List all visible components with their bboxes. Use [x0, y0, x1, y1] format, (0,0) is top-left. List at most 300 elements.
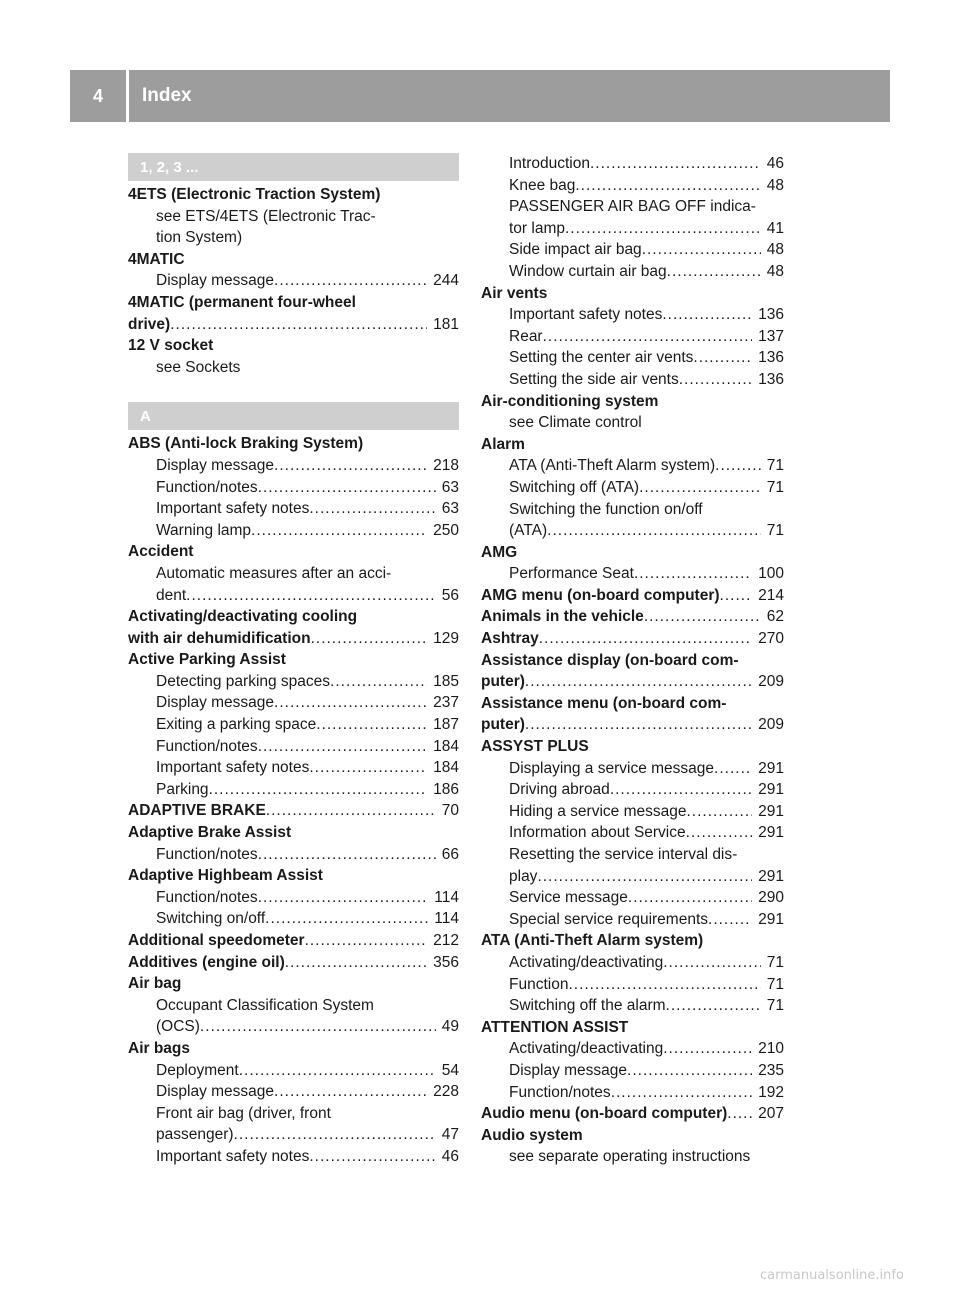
entry-text: Display message	[509, 1061, 628, 1079]
leader-dots	[258, 736, 427, 758]
leader-dots	[186, 585, 436, 607]
entry-text: play	[509, 867, 538, 885]
entry-text: ATTENTION ASSIST	[481, 1018, 629, 1036]
entry-text: see ETS/4ETS (Electronic Trac-	[156, 207, 376, 225]
page-reference: 356	[433, 953, 459, 971]
index-subentry	[481, 974, 784, 996]
leader-dots	[285, 952, 427, 974]
index-subentry	[128, 1060, 459, 1082]
index-subentry	[481, 261, 784, 283]
leader-dots	[209, 779, 428, 801]
page-reference: 48	[766, 176, 784, 194]
index-subentry	[128, 357, 459, 379]
index-subentry	[481, 153, 784, 175]
index-subentry	[128, 908, 459, 930]
leader-dots	[525, 671, 752, 693]
leader-dots	[234, 1124, 436, 1146]
page-reference: 270	[758, 630, 784, 648]
entry-text: Important safety notes	[156, 1147, 310, 1165]
index-entry	[481, 391, 784, 413]
entry-text: Display message	[156, 272, 275, 290]
index-subentry	[481, 239, 784, 261]
entry-text: tion System)	[156, 229, 243, 247]
index-subentry	[481, 1146, 784, 1168]
leader-dots	[575, 175, 760, 197]
index-subentry	[128, 887, 459, 909]
entry-text: Additional speedometer	[128, 932, 305, 949]
index-subentry	[128, 1124, 459, 1146]
leader-dots	[663, 952, 761, 974]
entry-text: Adaptive Brake Assist	[128, 824, 292, 842]
page-reference: 228	[433, 1083, 459, 1101]
index-entry	[128, 952, 459, 974]
entry-text: Air bags	[128, 1039, 191, 1057]
entry-text: Audio menu (on-board computer)	[481, 1105, 728, 1123]
index-entry	[481, 736, 784, 758]
page-reference: 207	[758, 1105, 784, 1123]
entry-text: Warning lamp	[156, 521, 252, 539]
section-header: 1, 2, 3 ...	[128, 153, 459, 181]
entry-text: Ashtray	[481, 630, 539, 648]
index-subentry	[481, 520, 784, 542]
index-subentry	[481, 844, 784, 866]
page-reference: 136	[758, 370, 784, 388]
leader-dots	[720, 585, 753, 607]
leader-dots	[611, 1082, 752, 1104]
page-reference: 137	[758, 327, 784, 345]
index-entry	[128, 649, 459, 671]
entry-text: Switching off the alarm	[509, 997, 666, 1015]
index-subentry	[481, 779, 784, 801]
leader-dots	[239, 1060, 436, 1082]
leader-dots	[714, 758, 752, 780]
index-subentry	[128, 1016, 459, 1038]
leader-dots	[274, 1081, 427, 1103]
entry-text: Assistance menu (on-board com-	[481, 694, 727, 712]
entry-text: ABS (Anti-lock Braking System)	[128, 435, 364, 453]
index-subentry	[481, 369, 784, 391]
leader-dots	[667, 261, 761, 283]
page-title: Index	[142, 85, 192, 106]
entry-text: Air-conditioning system	[481, 392, 659, 410]
page-reference: 66	[441, 845, 459, 863]
index-subentry	[481, 1082, 784, 1104]
entry-text: ADAPTIVE BRAKE	[128, 802, 266, 820]
index-entry	[128, 433, 459, 455]
index-subentry	[128, 520, 459, 542]
leader-dots	[274, 270, 427, 292]
entry-text: Switching on/off	[156, 910, 266, 928]
index-entry	[481, 1125, 784, 1147]
entry-text: Additives (engine oil)	[128, 953, 285, 971]
entry-text: Active Parking Assist	[128, 651, 286, 669]
entry-text: Performance Seat	[509, 565, 634, 583]
index-subentry	[481, 1060, 784, 1082]
entry-text: puter)	[481, 716, 525, 734]
index-entry	[128, 930, 459, 952]
entry-text: Window curtain air bag	[509, 262, 667, 280]
entry-text: 4MATIC (permanent four-wheel	[128, 293, 356, 311]
page-reference: 136	[758, 349, 784, 367]
index-subentry	[128, 563, 459, 585]
entry-text: Important safety notes	[509, 306, 663, 324]
leader-dots	[666, 995, 761, 1017]
index-entry	[481, 930, 784, 952]
leader-dots	[628, 887, 752, 909]
page-reference: 100	[758, 565, 784, 583]
page-reference: 63	[441, 500, 459, 518]
leader-dots	[610, 779, 752, 801]
entry-text: ATA (Anti-Theft Alarm system)	[481, 932, 704, 950]
entry-text: Activating/deactivating	[509, 1040, 664, 1058]
leader-dots	[686, 801, 752, 823]
index-subentry	[481, 499, 784, 521]
page-reference: 54	[441, 1061, 459, 1079]
leader-dots	[568, 974, 760, 996]
page-reference: 218	[433, 456, 459, 474]
page-number: 4	[92, 85, 103, 106]
index-subentry	[128, 1103, 459, 1125]
page-reference: 214	[758, 586, 784, 604]
index-entry	[481, 1017, 784, 1039]
index-subentry	[128, 714, 459, 736]
entry-text: Adaptive Highbeam Assist	[128, 867, 323, 885]
leader-dots	[634, 563, 752, 585]
page-reference: 187	[433, 716, 459, 734]
page-reference: 46	[766, 155, 784, 172]
index-column-left	[128, 153, 459, 1168]
index-subentry	[481, 995, 784, 1017]
index-subentry	[481, 866, 784, 888]
entry-text: Activating/deactivating	[509, 953, 664, 971]
page-reference: 71	[766, 457, 784, 475]
index-entry	[481, 283, 784, 305]
index-subentry	[128, 227, 459, 249]
page-reference: 71	[766, 522, 784, 540]
index-entry	[128, 335, 459, 357]
page-reference: 48	[766, 262, 784, 280]
leader-dots	[662, 304, 752, 326]
page-reference: 291	[758, 867, 784, 885]
entry-text: Hiding a service message	[509, 802, 687, 820]
index-subentry	[128, 585, 459, 607]
page-reference: 192	[758, 1083, 784, 1101]
entry-text: ATA (Anti-Theft Alarm system)	[509, 457, 716, 475]
leader-dots	[265, 908, 428, 930]
entry-text: Display message	[156, 1083, 275, 1101]
index-entry	[481, 1103, 784, 1125]
entry-text: Activating/deactivating cooling	[128, 608, 358, 626]
page-reference: 71	[766, 975, 784, 993]
leader-dots	[642, 239, 761, 261]
leader-dots	[715, 455, 761, 477]
index-entry	[128, 628, 459, 650]
entry-text: Important safety notes	[156, 500, 310, 518]
index-entry	[128, 800, 459, 822]
entry-text: 12 V socket	[128, 337, 214, 355]
entry-text: Important safety notes	[156, 759, 310, 777]
page-reference: 184	[433, 737, 459, 755]
leader-dots	[693, 347, 752, 369]
index-entry	[128, 249, 459, 271]
index-subentry	[128, 757, 459, 779]
index-subentry	[481, 326, 784, 348]
leader-dots	[639, 477, 761, 499]
index-subentry	[481, 347, 784, 369]
entry-text: see Climate control	[509, 414, 642, 432]
index-entry	[128, 865, 459, 887]
index-entry	[481, 671, 784, 693]
index-entry	[128, 822, 459, 844]
page-reference: 49	[441, 1018, 459, 1036]
index-subentry	[128, 270, 459, 292]
index-entry	[481, 693, 784, 715]
entry-text: Deployment	[156, 1061, 239, 1079]
index-entry	[128, 1038, 459, 1060]
page-reference: 62	[766, 608, 784, 626]
leader-dots	[170, 314, 427, 336]
leader-dots	[727, 1103, 752, 1125]
index-subentry	[481, 563, 784, 585]
index-subentry	[128, 736, 459, 758]
entry-text: Driving abroad	[509, 781, 610, 799]
entry-text: passenger)	[156, 1126, 234, 1144]
entry-text: Function/notes	[509, 1083, 611, 1101]
page-reference: 244	[433, 272, 459, 290]
index-subentry	[128, 455, 459, 477]
leader-dots	[311, 628, 428, 650]
entry-text: with air dehumidification	[128, 629, 311, 647]
index-entry	[128, 606, 459, 628]
page-reference: 290	[758, 889, 784, 907]
index-subentry	[481, 952, 784, 974]
leader-dots	[547, 520, 761, 542]
index-subentry	[128, 844, 459, 866]
index-subentry	[481, 455, 784, 477]
entry-text: (OCS)	[156, 1018, 200, 1036]
index-subentry	[481, 909, 784, 931]
page-reference: 291	[758, 802, 784, 820]
entry-text: Setting the side air vents	[509, 370, 679, 388]
page-reference: 235	[758, 1061, 784, 1079]
page-reference: 186	[433, 780, 459, 798]
leader-dots	[309, 757, 427, 779]
entry-text: Setting the center air vents	[509, 349, 694, 367]
page-reference: 291	[758, 759, 784, 777]
index-entry	[128, 314, 459, 336]
entry-text: dent	[156, 586, 187, 604]
index-entry	[481, 650, 784, 672]
leader-dots	[266, 800, 436, 822]
entry-text: Air vents	[481, 284, 548, 302]
index-subentry	[128, 206, 459, 228]
leader-dots	[258, 477, 436, 499]
index-subentry	[481, 822, 784, 844]
index-subentry	[481, 1038, 784, 1060]
entry-text: Special service requirements	[509, 910, 709, 928]
leader-dots	[316, 714, 427, 736]
leader-dots	[565, 218, 761, 240]
index-subentry	[128, 1146, 459, 1168]
index-entry	[481, 585, 784, 607]
page-reference: 237	[433, 694, 459, 712]
index-subentry	[128, 1081, 459, 1103]
entry-text: Rear	[509, 327, 543, 345]
entry-text: Accident	[128, 543, 194, 561]
index-column-right	[481, 153, 784, 1168]
page-reference: 291	[758, 910, 784, 928]
leader-dots	[258, 844, 436, 866]
leader-dots	[525, 714, 752, 736]
entry-text: Exiting a parking space	[156, 716, 317, 734]
index-subentry	[128, 692, 459, 714]
page-reference: 291	[758, 824, 784, 842]
entry-text: AMG	[481, 543, 518, 561]
page-reference: 56	[441, 586, 459, 604]
leader-dots	[644, 606, 761, 628]
entry-text: Service message	[509, 889, 628, 907]
entry-text: AMG menu (on-board computer)	[481, 586, 720, 604]
entry-text: Side impact air bag	[509, 241, 642, 259]
page-reference: 71	[766, 997, 784, 1015]
index-subentry	[481, 412, 784, 434]
entry-text: Parking	[156, 780, 209, 798]
entry-text: Air bag	[128, 975, 182, 993]
index-subentry	[128, 477, 459, 499]
index-subentry	[128, 671, 459, 693]
index-subentry	[481, 758, 784, 780]
watermark: carmanualsonline.info	[760, 1268, 904, 1283]
leader-dots	[309, 1146, 435, 1168]
entry-text: 4ETS (Electronic Traction System)	[128, 186, 381, 203]
page-reference: 48	[766, 241, 784, 259]
page-reference: 63	[441, 478, 459, 496]
leader-dots	[309, 498, 435, 520]
index-entry	[481, 606, 784, 628]
index-entry	[481, 434, 784, 456]
entry-text: drive)	[128, 315, 171, 333]
index-entry	[481, 542, 784, 564]
index-subentry	[128, 779, 459, 801]
leader-dots	[274, 692, 427, 714]
page-reference: 184	[433, 759, 459, 777]
page-reference: 212	[433, 932, 459, 949]
index-subentry	[481, 196, 784, 218]
page-reference: 291	[758, 781, 784, 799]
page-reference: 70	[441, 802, 459, 820]
entry-text: Switching the function on/off	[509, 500, 703, 518]
entry-text: Automatic measures after an acci-	[156, 564, 392, 582]
index-entry	[128, 184, 459, 206]
leader-dots	[537, 866, 752, 888]
entry-text: PASSENGER AIR BAG OFF indica-	[509, 198, 756, 216]
entry-text: Displaying a service message	[509, 759, 715, 777]
index-subentry	[481, 887, 784, 909]
leader-dots	[330, 671, 427, 693]
entry-text: Function	[509, 975, 569, 993]
entry-text: Display message	[156, 456, 275, 474]
index-subentry	[481, 175, 784, 197]
entry-text: Display message	[156, 694, 275, 712]
entry-text: tor lamp	[509, 219, 565, 237]
index-subentry	[481, 801, 784, 823]
entry-text: Occupant Classification System	[156, 996, 374, 1014]
page-reference: 250	[433, 521, 459, 539]
page-reference: 210	[758, 1040, 784, 1058]
entry-text: Resetting the service interval dis-	[509, 846, 738, 863]
leader-dots	[251, 520, 427, 542]
entry-text: Assistance display (on-board com-	[481, 651, 739, 669]
entry-text: Alarm	[481, 435, 525, 453]
entry-text: see separate operating instructions	[509, 1148, 751, 1166]
entry-text: Detecting parking spaces	[156, 672, 331, 690]
index-subentry	[128, 498, 459, 520]
leader-dots	[274, 455, 427, 477]
page-reference: 181	[433, 315, 459, 333]
entry-text: Animals in the vehicle	[481, 608, 644, 626]
entry-text: Function/notes	[156, 888, 258, 906]
entry-text: Information about Service	[509, 824, 686, 842]
index-subentry	[128, 995, 459, 1017]
page-reference: 114	[434, 910, 459, 928]
page-reference: 47	[441, 1126, 459, 1144]
entry-text: Function/notes	[156, 845, 258, 863]
leader-dots	[258, 887, 429, 909]
index-subentry	[481, 304, 784, 326]
leader-dots	[663, 1038, 752, 1060]
page-reference: 185	[433, 672, 459, 690]
entry-text: ASSYST PLUS	[481, 738, 589, 756]
page-header	[70, 70, 890, 122]
entry-text: Knee bag	[509, 176, 576, 194]
entry-text: puter)	[481, 673, 525, 691]
entry-text: Function/notes	[156, 478, 258, 496]
index-subentry	[481, 477, 784, 499]
page-reference: 209	[758, 673, 784, 691]
index-entry	[128, 541, 459, 563]
page-reference: 71	[766, 953, 784, 971]
entry-text: Introduction	[509, 155, 590, 172]
section-header: A	[128, 402, 459, 430]
entry-text: Function/notes	[156, 737, 258, 755]
leader-dots	[200, 1016, 436, 1038]
page-reference: 209	[758, 716, 784, 734]
page-reference: 71	[766, 478, 784, 496]
leader-dots	[679, 369, 752, 391]
page-reference: 46	[441, 1147, 459, 1165]
leader-dots	[590, 153, 761, 175]
entry-text: Front air bag (driver, front	[156, 1104, 331, 1122]
index-entry	[481, 628, 784, 650]
entry-text: Switching off (ATA)	[509, 478, 640, 496]
entry-text: 4MATIC	[128, 250, 185, 268]
entry-text: (ATA)	[509, 522, 548, 540]
leader-dots	[539, 628, 752, 650]
leader-dots	[627, 1060, 752, 1082]
leader-dots	[686, 822, 753, 844]
page-reference: 136	[758, 306, 784, 324]
page-reference: 114	[434, 888, 459, 906]
header-divider	[126, 70, 129, 122]
leader-dots	[708, 909, 752, 931]
index-entry	[128, 973, 459, 995]
entry-text: see Sockets	[156, 358, 241, 376]
entry-text: Audio system	[481, 1126, 583, 1144]
leader-dots	[543, 326, 753, 348]
index-entry	[481, 714, 784, 736]
page-reference: 129	[433, 629, 459, 647]
index-subentry	[481, 218, 784, 240]
